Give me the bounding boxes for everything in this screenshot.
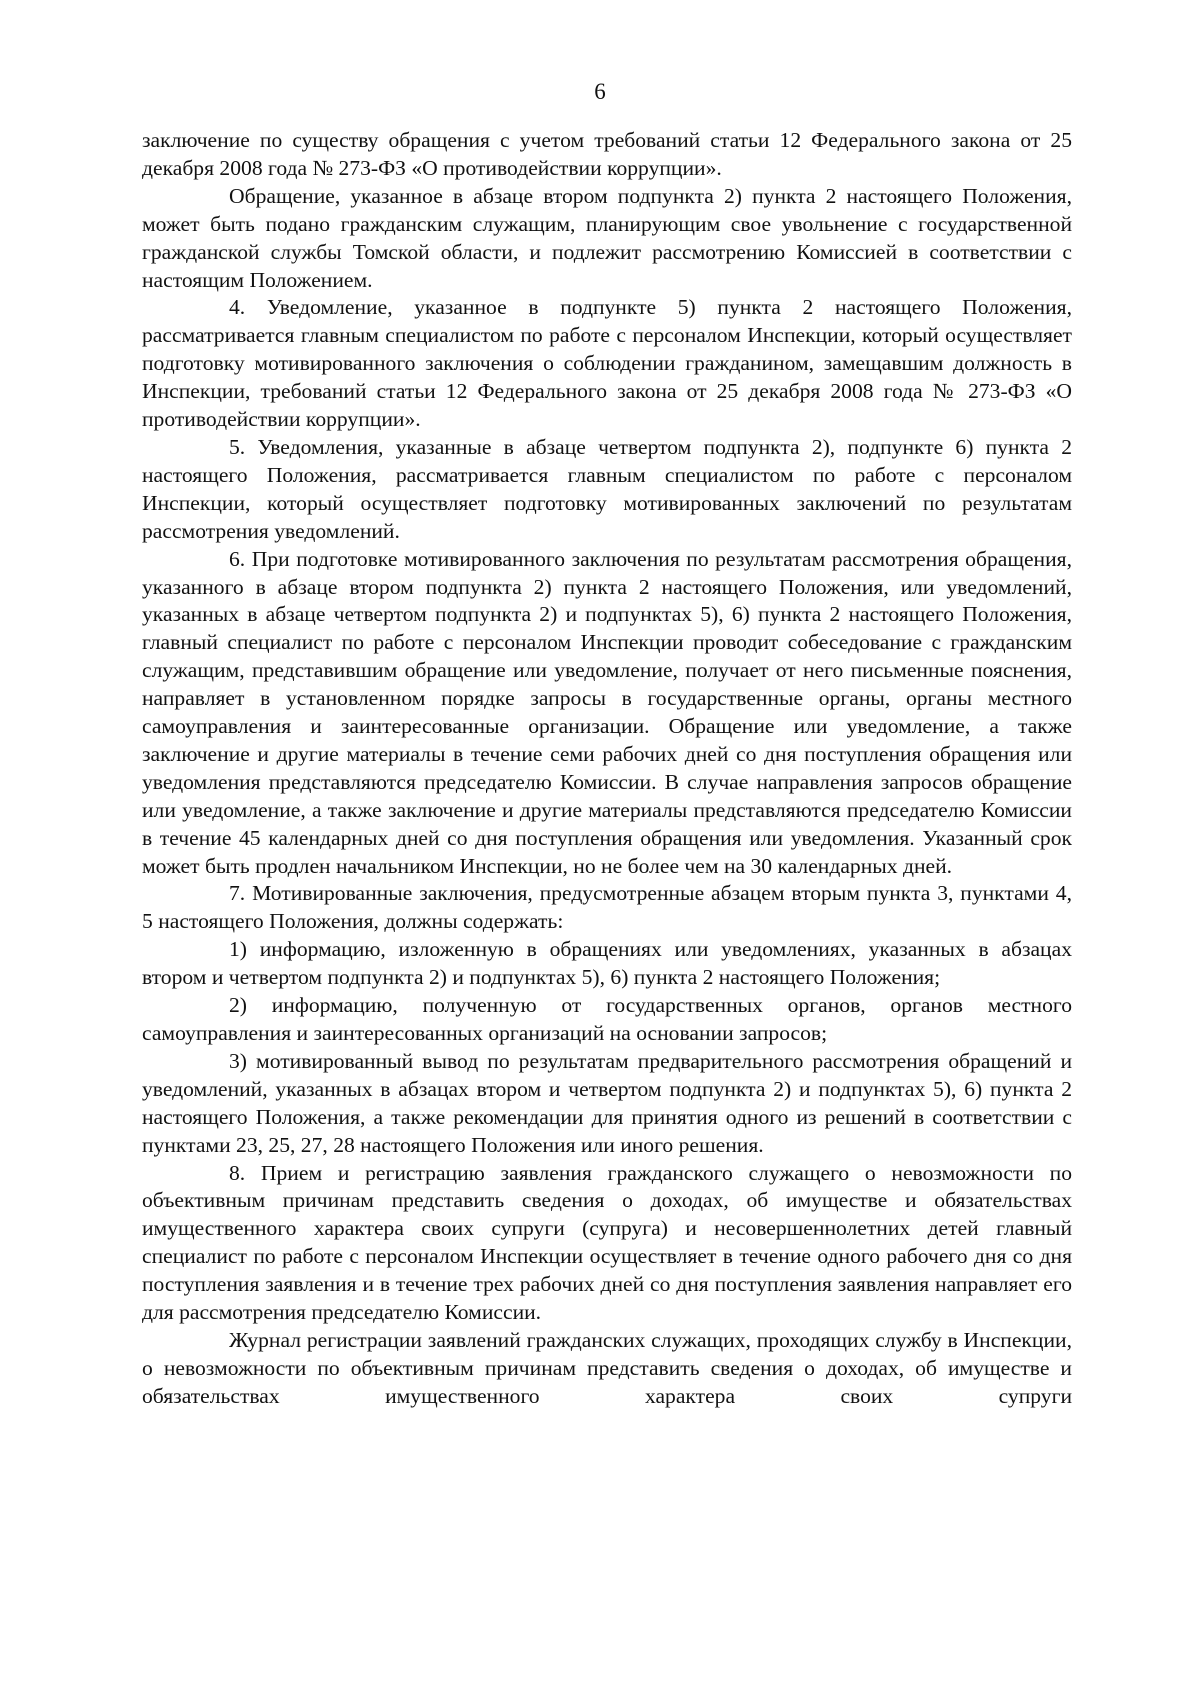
paragraph-item-7: 7. Мотивированные заключения, предусмотренные абзацем вторым пункта 3, пунктами 4, 5 настоящего Положения, должны содержать:: [142, 881, 1072, 934]
paragraph-item-4: 4. Уведомление, указанное в подпункте 5) пункта 2 настоящего Положения, рассматривается главным специалистом по работе с персоналом Инспекции, который осуществляет подготовку мотивированного заключения о соблюдении гражданином, замещавшим должность в Инспекции, требований статьи 12 Федерального закона от 25 декабря 2008 года № 273-ФЗ «О противодействии коррупции».: [142, 295, 1072, 432]
document-body: [142, 127, 1072, 1411]
page-number: 6: [594, 79, 606, 104]
paragraph-continuation: заключение по существу обращения с учетом требований статьи 12 Федерального закона от 25 декабря 2008 года № 273-ФЗ «О противодействии коррупции».: [142, 128, 1072, 180]
paragraph-item-8: 8. Прием и регистрацию заявления гражданского служащего о невозможности по объективным причинам представить сведения о доходах, об имуществе и обязательствах имущественного характера своих супруги (супруга) и несовершеннолетних детей главный специалист по работе с персоналом Инспекции осуществляет в течение одного рабочего дня со дня поступления заявления и в течение трех рабочих дней со дня поступления заявления направляет его для рассмотрения председателю Комиссии.: [142, 1160, 1072, 1325]
paragraph-subitem-3: 3) мотивированный вывод по результатам предварительного рассмотрения обращений и уведомлений, указанных в абзацах втором и четвертом подпункта 2) и подпунктах 5), 6) пункта 2 настоящего Положения, а также рекомендации для принятия одного из решений в соответствии с пунктами 23, 25, 27, 28 настоящего Положения или иного решения.: [142, 1048, 1072, 1157]
paragraph-subitem-1: 1) информацию, изложенную в обращениях или уведомлениях, указанных в абзацах втором и четвертом подпункта 2) и подпунктах 5), 6) пункта 2 настоящего Положения;: [142, 937, 1072, 990]
paragraph-subitem-2: 2) информацию, полученную от государственных органов, органов местного самоуправления и заинтересованных организаций на основании запросов;: [142, 993, 1072, 1045]
paragraph-appeal-note: Обращение, указанное в абзаце втором подпункта 2) пункта 2 настоящего Положения, может быть подано гражданским служащим, планирующим свое увольнение с государственной гражданской службы Томской области, и подлежит рассмотрению Комиссией в соответствии с настоящим Положением.: [142, 183, 1072, 292]
paragraph-journal: Журнал регистрации заявлений гражданских служащих, проходящих службу в Инспекции, о невозможности по объективным причинам представить сведения о доходах, об имуществе и обязательствах имущественного характера своих супруги: [142, 1327, 1072, 1408]
paragraph-item-6: 6. При подготовке мотивированного заключения по результатам рассмотрения обращения, указанного в абзаце втором подпункта 2) пункта 2 настоящего Положения, или уведомлений, указанных в абзаце четвертом подпункта 2) и подпунктах 5), 6) пункта 2 настоящего Положения, главный специалист по работе с персоналом Инспекции проводит собеседование с гражданским служащим, представившим обращение или уведомление, получает от него письменные пояснения, направляет в установленном порядке запросы в государственные органы, органы местного самоуправления и заинтересованные организации. Обращение или уведомление, а также заключение и другие материалы в течение семи рабочих дней со дня поступления обращения или уведомления представляются председателю Комиссии. В случае направления запросов обращение или уведомление, а также заключение и другие материалы представляются председателю Комиссии в течение 45 календарных дней со дня поступления обращения или уведомления. Указанный срок может быть продлен начальником Инспекции, но не более чем на 30 календарных дней.: [142, 546, 1072, 878]
paragraph-item-5: 5. Уведомления, указанные в абзаце четвертом подпункта 2), подпункте 6) пункта 2 настоящего Положения, рассматривается главным специалистом по работе с персоналом Инспекции, который осуществляет подготовку мотивированных заключений по результатам рассмотрения уведомлений.: [142, 434, 1072, 543]
